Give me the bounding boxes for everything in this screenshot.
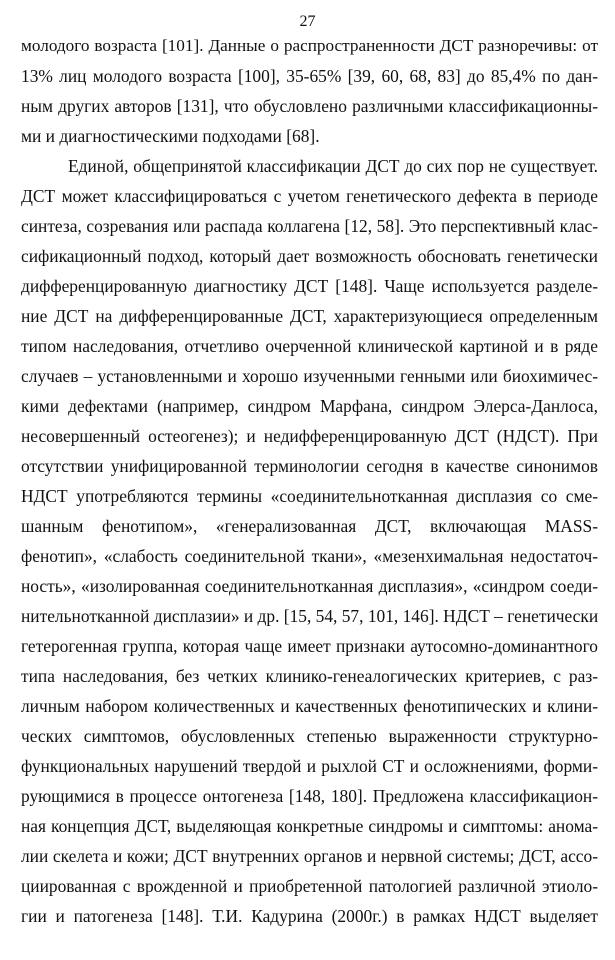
text-line: гетерогенная группа, которая чаще имеет признаки аутосомно-доминантного	[21, 636, 598, 656]
text-line: циированная с врожденной и приобретенной патологией различной этиоло-	[21, 876, 598, 896]
text-line: фенотип», «слабость соединительной ткани», «мезенхимальная недостаточ-	[21, 546, 598, 566]
text-line: молодого возраста [101]. Данные о распространенности ДСТ разноречивы: от	[21, 36, 598, 55]
text-line: случаев – установленными и хорошо изученными генными или биохимичес-	[21, 366, 598, 386]
text-line: синтеза, созревания или распада коллагена [12, 58]. Это перспективный клас-	[21, 216, 598, 236]
text-line: ным других авторов [131], что обусловлено различными классификационны-	[21, 96, 598, 116]
text-line: сификационный подход, который дает возможность обосновать генетически	[21, 246, 598, 266]
text-line: ние ДСТ на дифференцированные ДСТ, характеризующиеся определенным	[21, 306, 598, 326]
text-line: шанным фенотипом», «генерализованная ДСТ, включающая MASS-	[21, 516, 598, 536]
text-line: ми и диагностическими подходами [68].	[21, 126, 320, 146]
text-line: рующимися в процессе онтогенеза [148, 180]. Предложена классификацион-	[21, 786, 598, 806]
page-number: 27	[299, 13, 316, 30]
text-line: типом наследования, отчетливо очерченной клинической картиной и в ряде	[21, 336, 598, 356]
text-line: функциональных нарушений твердой и рыхлой СТ и осложнениями, форми-	[21, 756, 598, 776]
text-line: кими дефектами (например, синдром Марфана, синдром Элерса-Данлоса,	[21, 396, 598, 416]
text-line: типа наследования, без четких клинико-генеалогических критериев, с раз-	[21, 666, 598, 686]
text-line: Единой, общепринятой классификации ДСТ до сих пор не существует.	[68, 156, 598, 176]
text-line: дифференцированную диагностику ДСТ [148]. Чаще используется разделе-	[21, 276, 598, 296]
text-line: нительнотканной дисплазии» и др. [15, 54, 57, 101, 146]. НДСТ – генетически	[21, 606, 599, 626]
text-line: несовершенный остеогенез); и недифференцированную ДСТ (НДСТ). При	[21, 426, 598, 446]
text-line: ческих симптомов, обусловленных степенью выраженности структурно-	[21, 726, 598, 746]
text-line: отсутствии унифицированной терминологии сегодня в качестве синонимов	[21, 456, 598, 476]
text-line: личным набором количественных и качественных фенотипических и клини-	[21, 696, 598, 716]
text-line: ная концепция ДСТ, выделяющая конкретные синдромы и симптомы: анома-	[21, 816, 598, 836]
text-line: НДСТ употребляются термины «соединительнотканная дисплазия со сме-	[21, 486, 598, 506]
text-line: ДСТ может классифицироваться с учетом генетического дефекта в периоде	[21, 186, 598, 206]
text-line: ность», «изолированная соединительнотканная дисплазия», «синдром соеди-	[21, 576, 598, 596]
text-line: 13% лиц молодого возраста [100], 35-65% [39, 60, 68, 83] до 85,4% по дан-	[21, 66, 598, 86]
text-line: лии скелета и кожи; ДСТ внутренних органов и нервной системы; ДСТ, ассо-	[21, 846, 598, 866]
text-line: гии и патогенеза [148]. Т.И. Кадурина (2000г.) в рамках НДСТ выделяет	[21, 906, 598, 926]
